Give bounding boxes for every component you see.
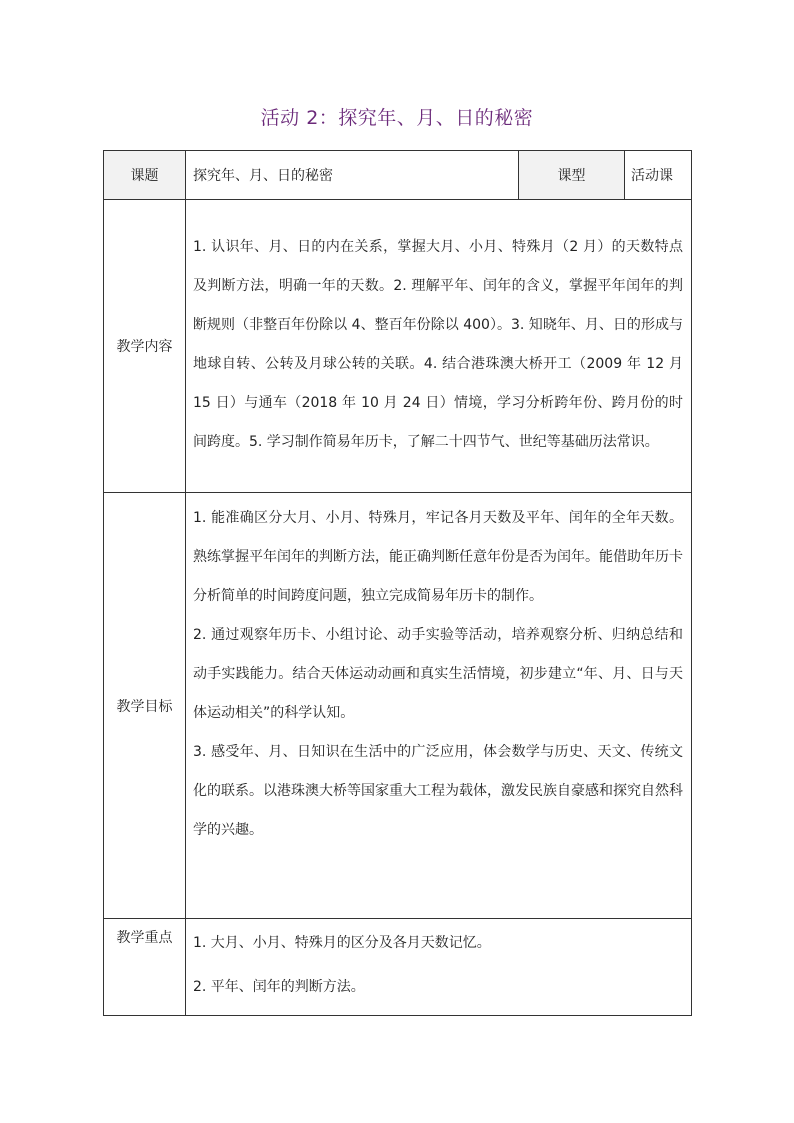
goal-item: 2. 通过观察年历卡、小组讨论、动手实验等活动，培养观察分析、归纳总结和动手实践能力。结合天体运动动画和真实生活情境，初步建立“年、月、日与天体运动相关”的科学认知。 [193,627,683,721]
topic-label: 课题 [104,151,186,200]
topic-value: 探究年、月、日的秘密 [186,151,519,200]
topic-row [104,151,692,200]
content-label: 教学内容 [104,200,186,493]
lesson-type-value: 活动课 [625,151,692,200]
page-title: 活动 2：探究年、月、日的秘密 [260,107,534,129]
content-text: 1. 认识年、月、日的内在关系，掌握大月、小月、特殊月（2 月）的天数特点及判断方法，明确一年的天数。2. 理解平年、闰年的含义，掌握平年闰年的判断规则（非整百年份除以 4、整百年份除以 400）。3. 知晓年、月、日的形成与地球自转、公转及月球公转的关联。4. 结合港珠澳大桥开工（2009 年 12 月 15 日）与通车（2018 年 10 月 24 日）情境，学习分析跨年份、跨月份的时间跨度。5. 学习制作简易年历卡，了解二十四节气、世纪等基础历法常识。 [193,239,683,450]
content-row [104,200,692,493]
lesson-type-label: 课型 [519,151,625,200]
focus-row [104,919,692,1016]
goal-item: 3. 感受年、月、日知识在生活中的广泛应用，体会数学与历史、天文、传统文化的联系。以港珠澳大桥等国家重大工程为载体，激发民族自豪感和探究自然科学的兴趣。 [193,744,683,838]
focus-label: 教学重点 [104,919,186,1016]
goals-cell [186,493,692,919]
goals-label: 教学目标 [104,493,186,919]
focus-item: 2. 平年、闰年的判断方法。 [193,979,365,995]
goals-row [104,493,692,919]
focus-item: 1. 大月、小月、特殊月的区分及各月天数记忆。 [193,935,491,951]
focus-cell [186,919,692,1016]
goal-item: 1. 能准确区分大月、小月、特殊月，牢记各月天数及平年、闰年的全年天数。熟练掌握平年闰年的判断方法，能正确判断任意年份是否为闰年。能借助年历卡分析简单的时间跨度问题，独立完成简易年历卡的制作。 [193,510,683,604]
content-cell [186,200,692,493]
lesson-plan-table [103,150,692,1016]
